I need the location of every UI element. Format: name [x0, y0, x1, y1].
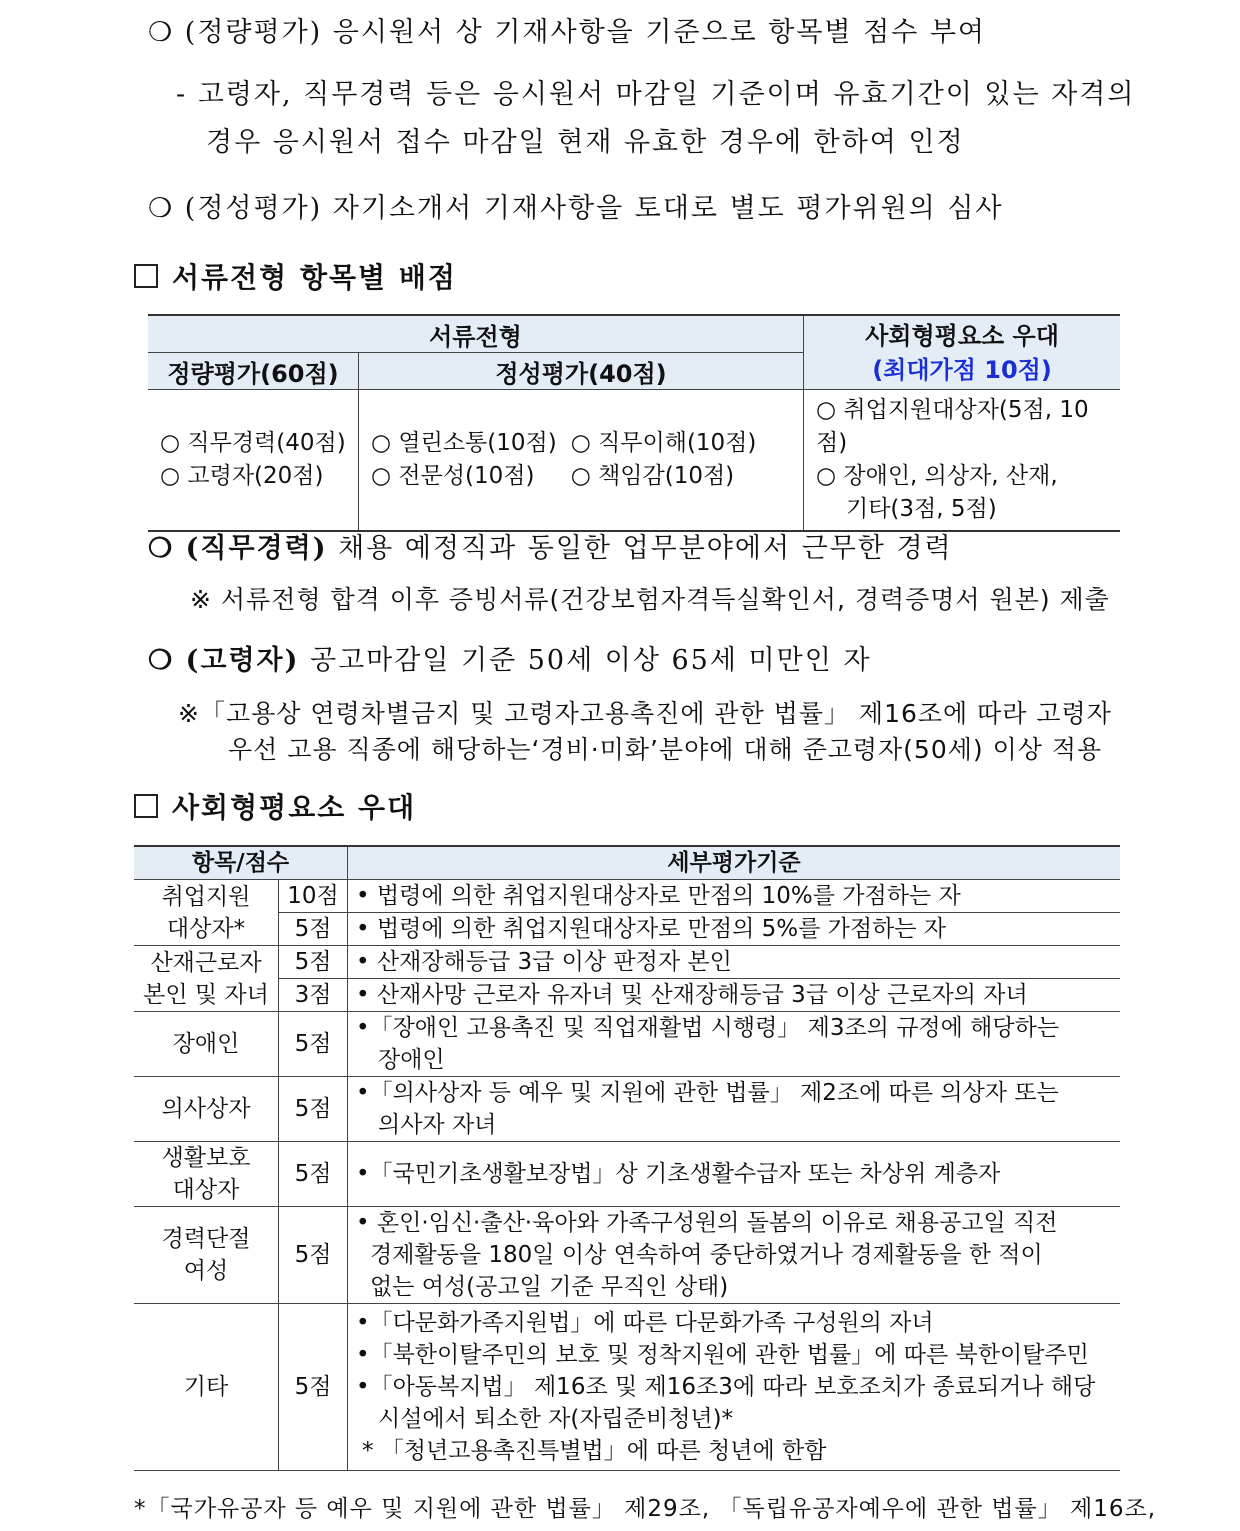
social-equity-table [134, 845, 1120, 1471]
livelihood-desc: •「국민기초생활보장법」상 기초생활수급자 또는 차상위 계층자 [348, 1142, 1121, 1207]
career-break-score: 5점 [279, 1207, 348, 1304]
employment-support-score-10: 10점 [279, 880, 348, 913]
section-title-document-scoring [134, 256, 457, 296]
disabled-score: 5점 [279, 1012, 348, 1077]
item-expertise: ○ 전문성(10점) [371, 463, 535, 489]
header-social-equity-line1: 사회형평요소 우대 [865, 321, 1059, 350]
industrial-accident-label-b: 본인 및 자녀 [143, 981, 269, 1008]
employment-support-score-5: 5점 [279, 913, 348, 946]
livelihood-score: 5점 [279, 1142, 348, 1207]
career-break-label-a: 경력단절 [161, 1226, 251, 1252]
row-employment-support-item [134, 880, 279, 946]
disabled-desc-line2: 장애인 [378, 1047, 445, 1073]
header-criteria: 세부평가기준 [348, 846, 1121, 880]
disabled-item: 장애인 [134, 1012, 279, 1077]
document-scoring-table [148, 314, 1120, 532]
righteous-casualty-item: 의사상자 [134, 1077, 279, 1142]
livelihood-label-a: 생활보호 [161, 1145, 251, 1171]
item-other-points: 기타(3점, 5점) [846, 496, 997, 522]
checkbox-square-icon [134, 794, 158, 818]
item-elderly: ○ 고령자(20점) [160, 463, 324, 489]
bullet-elderly [148, 638, 871, 677]
row-industrial-accident-item [134, 946, 279, 1012]
header-item-score: 항목/점수 [134, 846, 348, 880]
item-job-career: ○ 직무경력(40점) [160, 430, 346, 456]
footnote: *「국가유공자 등 예우 및 지원에 관한 법률」 제29조, 「독립유공자예우에 관한 법률」 제16조, [134, 1496, 1157, 1522]
righteous-casualty-desc-line1: •「의사상자 등 예우 및 지원에 관한 법률」 제2조에 따른 의상자 또는 [356, 1080, 1059, 1106]
other-score: 5점 [279, 1304, 348, 1471]
industrial-accident-label-a: 산재근로자 [150, 949, 262, 976]
note-career-proof: ※ 서류전형 합격 이후 증빙서류(건강보험자격득실확인서, 경력증명서 원본) 제출 [190, 585, 1110, 614]
other-desc-line1: •「다문화가족지원법」에 따른 다문화가족 구성원의 자녀 [356, 1310, 934, 1336]
item-employment-support: ○ 취업지원대상자(5점, 10점) [816, 397, 1089, 456]
section2-title-text: 사회형평요소 우대 [172, 791, 417, 824]
other-desc-line2: •「북한이탈주민의 보호 및 정착지원에 관한 법률」에 따른 북한이탈주민 [356, 1342, 1089, 1368]
other-item: 기타 [134, 1304, 279, 1471]
item-disabled-injured: ○ 장애인, 의상자, 산재, [816, 463, 1058, 489]
elderly-label: ❍ (고령자) [148, 645, 300, 676]
career-break-desc-line2: 경제활동을 180일 이상 연속하여 중단하였거나 경제활동을 한 적이 [370, 1242, 1043, 1268]
bullet-quantitative-sub2: 경우 응시원서 접수 마감일 현재 유효한 경우에 한하여 인정 [206, 127, 965, 158]
quantitative-items [148, 390, 359, 532]
header-social-equity-max: (최대가점 10점) [872, 355, 1052, 384]
career-break-label-b: 여성 [183, 1258, 229, 1284]
disabled-desc [348, 1012, 1121, 1077]
section1-title-text: 서류전형 항목별 배점 [172, 261, 457, 294]
job-career-label: ❍ (직무경력) [148, 533, 328, 564]
employment-support-desc-10: • 법령에 의한 취업지원대상자로 만점의 10%를 가점하는 자 [348, 880, 1121, 913]
righteous-casualty-desc-line2: 의사자 자녀 [378, 1112, 497, 1138]
section-title-social-equity [134, 786, 416, 826]
other-desc-line4: 시설에서 퇴소한 자(자립준비청년)* [378, 1406, 734, 1432]
industrial-accident-desc-5: • 산재장해등급 3급 이상 판정자 본인 [348, 946, 1121, 979]
bullet-quantitative-sub1: - 고령자, 직무경력 등은 응시원서 마감일 기준이며 유효기간이 있는 자격의 [176, 79, 1136, 110]
employment-support-label-a: 취업지원 [161, 883, 251, 910]
header-document-screening: 서류전형 [148, 315, 804, 353]
other-desc-note: * 「청년고용촉진특별법」에 따른 청년에 한함 [362, 1438, 827, 1464]
career-break-desc-line1: • 혼인·임신·출산·육아와 가족구성원의 돌봄의 이유로 채용공고일 직전 [356, 1210, 1058, 1236]
livelihood-item [134, 1142, 279, 1207]
note-elderly-law-2: 우선 고용 직종에 해당하는‘경비·미화’분야에 대해 준고령자(50세) 이상 적용 [228, 735, 1103, 764]
righteous-casualty-score: 5점 [279, 1077, 348, 1142]
bullet-qualitative: ❍ (정성평가) 자기소개서 기재사항을 토대로 별도 평가위원의 심사 [148, 193, 1004, 224]
livelihood-label-b: 대상자 [172, 1177, 240, 1203]
item-responsibility: ○ 책임감(10점) [570, 463, 735, 489]
social-equity-items [804, 390, 1121, 532]
elderly-text: 공고마감일 기준 50세 이상 65세 미만인 자 [310, 645, 872, 676]
other-desc [348, 1304, 1121, 1471]
header-social-equity [804, 315, 1121, 390]
career-break-desc [348, 1207, 1121, 1304]
note-elderly-law-1: ※「고용상 연령차별금지 및 고령자고용촉진에 관한 법률」 제16조에 따라 고령자 [178, 699, 1112, 728]
career-break-item [134, 1207, 279, 1304]
employment-support-desc-5: • 법령에 의한 취업지원대상자로 만점의 5%를 가점하는 자 [348, 913, 1121, 946]
bullet-job-career [148, 526, 953, 565]
header-quantitative: 정량평가(60점) [148, 353, 359, 390]
righteous-casualty-desc [348, 1077, 1121, 1142]
header-qualitative: 정성평가(40점) [359, 353, 804, 390]
industrial-accident-desc-3: • 산재사망 근로자 유자녀 및 산재장해등급 3급 이상 근로자의 자녀 [348, 979, 1121, 1012]
job-career-text: 채용 예정직과 동일한 업무분야에서 근무한 경력 [338, 533, 953, 564]
item-open-communication: ○ 열린소통(10점) [371, 430, 557, 456]
employment-support-label-b: 대상자* [166, 915, 246, 942]
other-desc-line3: •「아동복지법」 제16조 및 제16조3에 따라 보호조치가 종료되거나 해당 [356, 1374, 1096, 1400]
item-job-understanding: ○ 직무이해(10점) [570, 430, 757, 456]
career-break-desc-line3: 없는 여성(공고일 기준 무직인 상태) [370, 1274, 729, 1300]
checkbox-square-icon [134, 264, 158, 288]
disabled-desc-line1: •「장애인 고용촉진 및 직업재활법 시행령」 제3조의 규정에 해당하는 [356, 1015, 1060, 1041]
industrial-accident-score-3: 3점 [279, 979, 348, 1012]
industrial-accident-score-5: 5점 [279, 946, 348, 979]
qualitative-items [359, 390, 804, 532]
bullet-quantitative: ❍ (정량평가) 응시원서 상 기재사항을 기준으로 항목별 점수 부여 [148, 17, 986, 48]
